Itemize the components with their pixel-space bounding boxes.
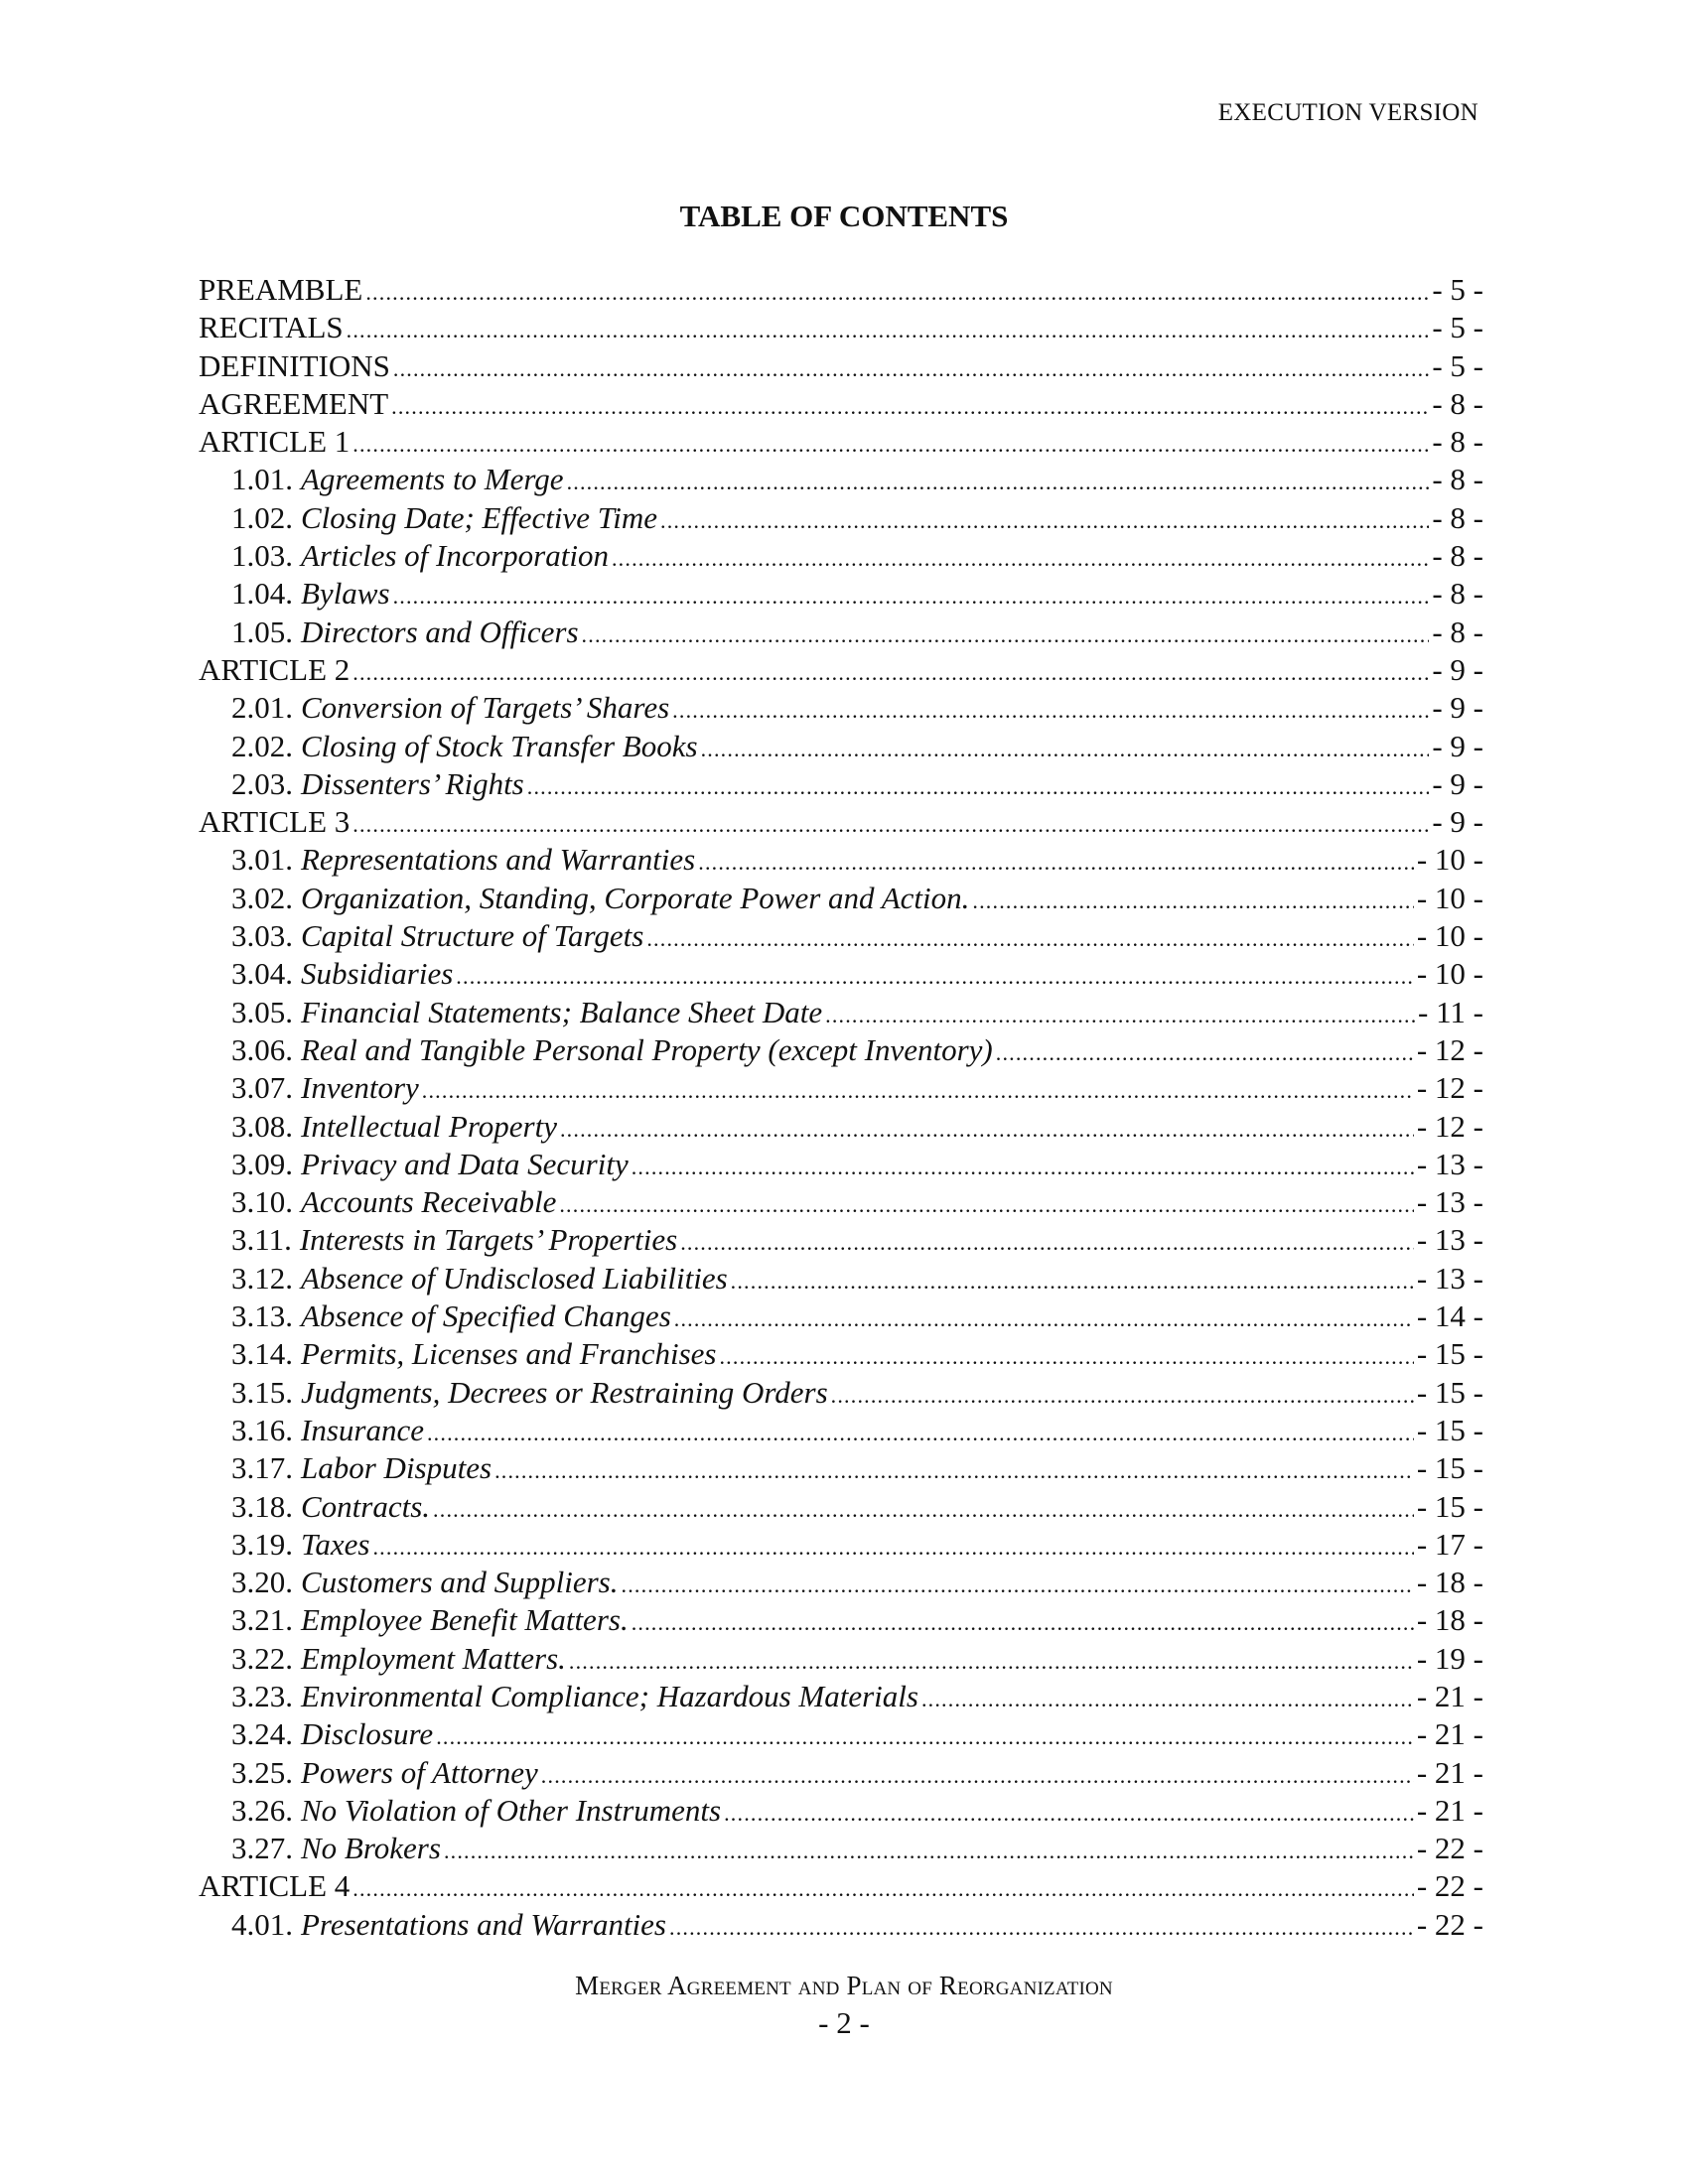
toc-entry-label: Inventory <box>301 1070 419 1106</box>
toc-entry-page: - 21 - <box>1416 1716 1483 1752</box>
toc-list <box>199 271 1483 1944</box>
toc-dot-leader <box>612 540 1429 575</box>
toc-dot-leader <box>393 350 1429 385</box>
toc-entry-page: - 13 - <box>1416 1146 1483 1181</box>
toc-entry-number: 2.03. <box>231 765 293 801</box>
toc-entry-label: Environmental Compliance; Hazardous Materials <box>301 1678 918 1713</box>
toc-section-entry[interactable] <box>199 1031 1483 1069</box>
toc-entry-page: - 15 - <box>1416 1450 1483 1486</box>
toc-dot-leader <box>527 768 1430 803</box>
toc-dot-leader <box>672 692 1429 727</box>
toc-section-entry[interactable] <box>199 461 1483 498</box>
toc-dot-leader <box>391 388 1429 423</box>
toc-entry-label: Contracts. <box>301 1488 431 1524</box>
toc-article-entry[interactable] <box>199 651 1483 689</box>
toc-entry-number: 4.01. <box>231 1906 293 1942</box>
toc-dot-leader <box>680 1224 1414 1259</box>
toc-entry-label: Employee Benefit Matters. <box>301 1602 629 1638</box>
toc-entry-label: Disclosure <box>301 1716 434 1752</box>
toc-entry-label: Closing Date; Effective Time <box>301 499 658 535</box>
toc-entry-page: - 21 - <box>1416 1792 1483 1828</box>
toc-entry-page: - 8 - <box>1432 614 1483 649</box>
toc-entry-number: 1.02. <box>231 499 293 535</box>
toc-section-entry[interactable] <box>199 1449 1483 1487</box>
toc-entry-number: 3.20. <box>231 1565 293 1600</box>
toc-section-entry[interactable] <box>199 1906 1483 1944</box>
toc-dot-leader <box>393 578 1430 613</box>
toc-article-entry[interactable] <box>199 309 1483 346</box>
toc-entry-page: - 9 - <box>1432 765 1483 801</box>
toc-entry-label: Labor Disputes <box>301 1450 492 1486</box>
toc-entry-number: 3.16. <box>231 1412 293 1447</box>
toc-entry-number: 3.13. <box>231 1298 293 1334</box>
toc-entry-page: - 8 - <box>1432 385 1483 421</box>
toc-dot-leader <box>567 464 1430 498</box>
toc-section-entry[interactable] <box>199 1260 1483 1297</box>
toc-section-entry[interactable] <box>199 614 1483 651</box>
toc-entry-page: - 22 - <box>1416 1868 1483 1904</box>
toc-entry-label: ARTICLE 2 <box>199 651 351 687</box>
toc-entry-label: Directors and Officers <box>301 614 579 649</box>
toc-section-entry[interactable] <box>199 765 1483 803</box>
toc-section-entry[interactable] <box>199 994 1483 1031</box>
toc-entry-label: Intellectual Property <box>301 1108 557 1144</box>
toc-entry-number: 3.25. <box>231 1754 293 1790</box>
toc-entry-page: - 14 - <box>1416 1298 1483 1334</box>
toc-entry-number: 3.06. <box>231 1031 293 1067</box>
toc-entry-label: No Violation of Other Instruments <box>301 1792 722 1828</box>
toc-entry-page: - 10 - <box>1416 880 1483 915</box>
toc-entry-label: DEFINITIONS <box>199 347 390 383</box>
toc-entry-label: Insurance <box>301 1412 424 1447</box>
toc-section-entry[interactable] <box>199 689 1483 727</box>
toc-entry-label: Judgments, Decrees or Restraining Orders <box>301 1374 828 1410</box>
toc-entry-number: 1.03. <box>231 538 293 574</box>
toc-dot-leader <box>646 920 1413 955</box>
toc-entry-page: - 12 - <box>1416 1070 1483 1106</box>
footer-document-title: Merger Agreement and Plan of Reorganization <box>575 1971 1113 2000</box>
toc-dot-leader <box>560 1111 1414 1146</box>
toc-dot-leader <box>436 1718 1414 1753</box>
toc-entry-label: Real and Tangible Personal Property (except Inventory) <box>301 1031 993 1067</box>
toc-entry-page: - 13 - <box>1416 1184 1483 1220</box>
toc-article-entry[interactable] <box>199 423 1483 461</box>
toc-section-entry[interactable] <box>199 1069 1483 1107</box>
toc-entry-page: - 8 - <box>1432 424 1483 460</box>
toc-entry-number: 3.26. <box>231 1792 293 1828</box>
toc-entry-label: PREAMBLE <box>199 272 363 307</box>
toc-entry-label: Conversion of Targets’ Shares <box>301 690 670 726</box>
toc-entry-number: 3.18. <box>231 1488 293 1524</box>
toc-dot-leader <box>698 844 1414 879</box>
toc-dot-leader <box>719 1338 1413 1373</box>
toc-section-entry[interactable] <box>199 841 1483 879</box>
toc-dot-leader <box>632 1604 1414 1639</box>
toc-entry-page: - 11 - <box>1418 994 1483 1029</box>
toc-entry-label: Presentations and Warranties <box>301 1906 666 1942</box>
toc-dot-leader <box>622 1567 1414 1601</box>
toc-entry-page: - 5 - <box>1432 272 1483 307</box>
toc-section-entry[interactable] <box>199 1792 1483 1830</box>
toc-entry-number: 3.01. <box>231 842 293 878</box>
toc-dot-leader <box>972 883 1413 917</box>
toc-dot-leader <box>444 1833 1414 1867</box>
toc-dot-leader <box>365 274 1429 309</box>
toc-entry-number: 3.07. <box>231 1070 293 1106</box>
toc-entry-number: 2.02. <box>231 728 293 763</box>
toc-entry-page: - 22 - <box>1416 1906 1483 1942</box>
toc-entry-label: Closing of Stock Transfer Books <box>301 728 698 763</box>
toc-dot-leader <box>433 1491 1414 1526</box>
toc-entry-number: 3.09. <box>231 1146 293 1181</box>
toc-dot-leader <box>352 1870 1414 1905</box>
toc-section-entry[interactable] <box>199 1601 1483 1639</box>
toc-section-entry[interactable] <box>199 1754 1483 1792</box>
toc-entry-number: 3.22. <box>231 1640 293 1676</box>
toc-entry-number: 3.04. <box>231 956 293 992</box>
toc-entry-label: Interests in Targets’ Properties <box>299 1222 678 1258</box>
toc-entry-number: 3.19. <box>231 1526 293 1562</box>
toc-entry-number: 3.12. <box>231 1260 293 1296</box>
toc-entry-page: - 21 - <box>1416 1754 1483 1790</box>
toc-section-entry[interactable] <box>199 537 1483 575</box>
toc-dot-leader <box>347 312 1430 346</box>
toc-entry-label: Absence of Undisclosed Liabilities <box>301 1260 728 1296</box>
toc-article-entry[interactable] <box>199 1867 1483 1905</box>
toc-article-entry[interactable] <box>199 271 1483 309</box>
toc-entry-number: 3.05. <box>231 994 293 1029</box>
toc-entry-number: 3.17. <box>231 1450 293 1486</box>
toc-dot-leader <box>660 502 1429 537</box>
toc-entry-page: - 9 - <box>1432 804 1483 840</box>
toc-section-entry[interactable] <box>199 1183 1483 1221</box>
toc-dot-leader <box>701 731 1430 765</box>
toc-article-entry[interactable] <box>199 803 1483 841</box>
toc-dot-leader <box>674 1300 1414 1335</box>
toc-dot-leader <box>427 1415 1414 1449</box>
toc-entry-page: - 22 - <box>1416 1831 1483 1866</box>
toc-entry-number: 3.03. <box>231 918 293 954</box>
toc-entry-label: Employment Matters. <box>301 1640 566 1676</box>
toc-entry-page: - 10 - <box>1416 918 1483 954</box>
toc-article-entry[interactable] <box>199 347 1483 385</box>
toc-entry-page: - 13 - <box>1416 1260 1483 1296</box>
toc-section-entry[interactable] <box>199 1564 1483 1601</box>
toc-entry-page: - 17 - <box>1416 1526 1483 1562</box>
toc-entry-page: - 8 - <box>1432 576 1483 612</box>
toc-dot-leader <box>996 1034 1414 1069</box>
toc-entry-label: Agreements to Merge <box>301 462 564 497</box>
toc-entry-label: ARTICLE 1 <box>199 424 351 460</box>
toc-section-entry[interactable] <box>199 1526 1483 1564</box>
toc-entry-label: Organization, Standing, Corporate Power and Action. <box>301 880 970 915</box>
toc-dot-leader <box>352 426 1429 461</box>
toc-entry-label: Articles of Incorporation <box>301 538 609 574</box>
toc-title: TABLE OF CONTENTS <box>679 199 1009 233</box>
toc-entry-number: 3.08. <box>231 1108 293 1144</box>
toc-entry-number: 3.24. <box>231 1716 293 1752</box>
toc-dot-leader <box>422 1072 1414 1107</box>
toc-section-entry[interactable] <box>199 1221 1483 1259</box>
toc-dot-leader <box>352 806 1429 841</box>
toc-dot-leader <box>921 1681 1414 1715</box>
toc-entry-label: AGREEMENT <box>199 385 389 421</box>
toc-entry-label: ARTICLE 3 <box>199 804 351 840</box>
toc-dot-leader <box>494 1452 1414 1487</box>
toc-entry-page: - 15 - <box>1416 1412 1483 1447</box>
toc-section-entry[interactable] <box>199 1297 1483 1335</box>
toc-entry-page: - 8 - <box>1432 538 1483 574</box>
toc-entry-label: Representations and Warranties <box>301 842 696 878</box>
toc-entry-label: Financial Statements; Balance Sheet Date <box>301 994 823 1029</box>
toc-dot-leader <box>372 1529 1413 1564</box>
toc-dot-leader <box>352 654 1429 689</box>
toc-section-entry[interactable] <box>199 1488 1483 1526</box>
toc-entry-label: Absence of Specified Changes <box>301 1298 671 1334</box>
toc-entry-number: 3.23. <box>231 1678 293 1713</box>
toc-entry-label: Taxes <box>301 1526 370 1562</box>
toc-section-entry[interactable] <box>199 955 1483 993</box>
toc-dot-leader <box>669 1909 1414 1944</box>
toc-entry-number: 3.11. <box>231 1222 292 1258</box>
toc-dot-leader <box>582 616 1430 651</box>
toc-entry-number: 1.01. <box>231 462 293 497</box>
toc-entry-page: - 19 - <box>1416 1640 1483 1676</box>
toc-entry-label: Subsidiaries <box>301 956 454 992</box>
toc-entry-page: - 9 - <box>1432 690 1483 726</box>
toc-entry-page: - 15 - <box>1416 1336 1483 1372</box>
toc-entry-page: - 15 - <box>1416 1374 1483 1410</box>
toc-entry-page: - 9 - <box>1432 728 1483 763</box>
execution-version-label: EXECUTION VERSION <box>1217 99 1478 126</box>
toc-entry-label: Accounts Receivable <box>301 1184 557 1220</box>
toc-entry-number: 3.27. <box>231 1831 293 1866</box>
toc-entry-label: Capital Structure of Targets <box>301 918 644 954</box>
toc-entry-label: Permits, Licenses and Franchises <box>301 1336 717 1372</box>
toc-entry-number: 3.02. <box>231 880 293 915</box>
toc-entry-page: - 5 - <box>1432 310 1483 345</box>
toc-section-entry[interactable] <box>199 1412 1483 1449</box>
toc-section-entry[interactable] <box>199 1146 1483 1183</box>
toc-entry-number: 1.04. <box>231 576 293 612</box>
toc-dot-leader <box>569 1643 1414 1678</box>
toc-section-entry[interactable] <box>199 575 1483 613</box>
toc-entry-page: - 15 - <box>1416 1488 1483 1524</box>
toc-entry-label: Powers of Attorney <box>301 1754 538 1790</box>
toc-dot-leader <box>825 997 1415 1031</box>
toc-entry-page: - 8 - <box>1432 462 1483 497</box>
toc-section-entry[interactable] <box>199 917 1483 955</box>
toc-entry-page: - 9 - <box>1432 651 1483 687</box>
toc-entry-label: ARTICLE 4 <box>199 1868 351 1904</box>
footer-page-number: - 2 - <box>818 2005 870 2040</box>
toc-entry-page: - 10 - <box>1416 842 1483 878</box>
toc-section-entry[interactable] <box>199 880 1483 917</box>
toc-entry-number: 1.05. <box>231 614 293 649</box>
toc-entry-label: Customers and Suppliers. <box>301 1565 619 1600</box>
toc-section-entry[interactable] <box>199 1374 1483 1412</box>
toc-entry-page: - 12 - <box>1416 1031 1483 1067</box>
toc-entry-number: 3.15. <box>231 1374 293 1410</box>
toc-entry-number: 3.21. <box>231 1602 293 1638</box>
toc-dot-leader <box>541 1757 1414 1792</box>
toc-entry-label: Privacy and Data Security <box>301 1146 629 1181</box>
toc-section-entry[interactable] <box>199 1678 1483 1715</box>
toc-entry-page: - 5 - <box>1432 347 1483 383</box>
toc-section-entry[interactable] <box>199 1715 1483 1753</box>
toc-entry-number: 3.14. <box>231 1336 293 1372</box>
toc-dot-leader <box>831 1377 1414 1412</box>
toc-dot-leader <box>632 1149 1414 1183</box>
toc-dot-leader <box>559 1186 1414 1221</box>
toc-dot-leader <box>731 1263 1414 1297</box>
toc-entry-number: 3.10. <box>231 1184 293 1220</box>
toc-article-entry[interactable] <box>199 385 1483 423</box>
toc-section-entry[interactable] <box>199 1108 1483 1146</box>
toc-entry-page: - 12 - <box>1416 1108 1483 1144</box>
toc-section-entry[interactable] <box>199 499 1483 537</box>
toc-section-entry[interactable] <box>199 1640 1483 1678</box>
toc-entry-page: - 18 - <box>1416 1565 1483 1600</box>
toc-entry-page: - 8 - <box>1432 499 1483 535</box>
toc-section-entry[interactable] <box>199 728 1483 765</box>
toc-entry-page: - 10 - <box>1416 956 1483 992</box>
toc-entry-page: - 18 - <box>1416 1602 1483 1638</box>
toc-entry-label: Bylaws <box>301 576 390 612</box>
toc-entry-number: 2.01. <box>231 690 293 726</box>
toc-entry-page: - 13 - <box>1416 1222 1483 1258</box>
toc-entry-label: Dissenters’ Rights <box>301 765 524 801</box>
toc-dot-leader <box>456 958 1414 993</box>
toc-entry-label: RECITALS <box>199 310 344 345</box>
toc-dot-leader <box>724 1795 1414 1830</box>
toc-entry-page: - 21 - <box>1416 1678 1483 1713</box>
toc-section-entry[interactable] <box>199 1335 1483 1373</box>
toc-entry-label: No Brokers <box>301 1831 441 1866</box>
toc-section-entry[interactable] <box>199 1830 1483 1867</box>
